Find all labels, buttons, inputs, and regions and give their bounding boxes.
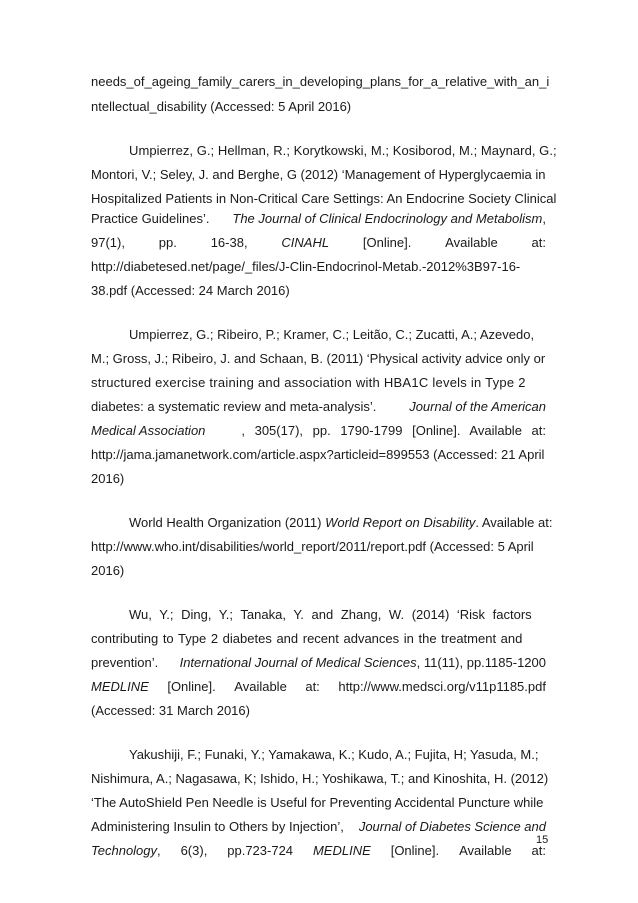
reference-line: Umpierrez, G.; Ribeiro, P.; Kramer, C.; Leitão, C.; Zucatti, A.; Azevedo, xyxy=(129,327,535,342)
reference-line: M.; Gross, J.; Ribeiro, J. and Schaan, B. (2011) ‘Physical activity advice only or xyxy=(91,351,546,366)
journal-title: Journal of Diabetes Science and xyxy=(358,819,546,834)
journal-title: International Journal of Medical Sciences xyxy=(179,655,417,670)
reference-line: MEDLINE [Online]. Available at: http://www.medsci.org/v11p1185.pdf xyxy=(91,679,546,694)
database-name: CINAHL xyxy=(281,235,330,250)
reference-line: Umpierrez, G.; Hellman, R.; Korytkowski, M.; Kosiborod, M.; Maynard, G.; xyxy=(129,143,557,158)
reference-line: Montori, V.; Seley, J. and Berghe, G (2012) ‘Management of Hyperglycaemia in xyxy=(91,167,546,182)
reference-line: Yakushiji, F.; Funaki, Y.; Yamakawa, K.; Kudo, A.; Fujita, H; Yasuda, M.; xyxy=(129,747,539,762)
reference-line: Technology, 6(3), pp.723-724 MEDLINE [Online]. Available at: xyxy=(91,843,546,858)
page-number: 15 xyxy=(536,834,549,846)
reference-line: ‘The AutoShield Pen Needle is Useful for Preventing Accidental Puncture while xyxy=(91,795,544,810)
journal-title: The Journal of Clinical Endocrinology and Metabolism, xyxy=(232,211,546,226)
reference-line: Wu, Y.; Ding, Y.; Tanaka, Y. and Zhang, W. (2014) ‘Risk factors xyxy=(129,607,532,622)
reference-line: structured exercise training and association with HBA1C levels in Type 2 xyxy=(91,375,526,390)
reference-line: World Health Organization (2011) World Report on Disability. Available at: xyxy=(129,515,553,530)
journal-title: Medical Association xyxy=(91,423,206,438)
reference-line: diabetes: a systematic review and meta-analysis’. Journal of the American xyxy=(91,399,546,414)
reference-line: Nishimura, A.; Nagasawa, K; Ishido, H.; Yoshikawa, T.; and Kinoshita, H. (2012) xyxy=(91,771,549,786)
reference-line: 2016) xyxy=(91,471,125,486)
reference-line xyxy=(91,211,546,227)
reference-line: Administering Insulin to Others by Injection’, Journal of Diabetes Science and xyxy=(91,819,546,834)
reference-text: Practice Guidelines’. xyxy=(91,211,210,226)
reference-line: contributing to Type 2 diabetes and recent advances in the treatment and xyxy=(91,631,523,646)
reference-line: 2016) xyxy=(91,563,125,578)
database-name: MEDLINE xyxy=(91,679,149,694)
journal-title: Journal of the American xyxy=(409,399,546,414)
reference-url[interactable]: http://www.who.int/disabilities/world_report/2011/report.pdf (Accessed: 5 April xyxy=(91,539,534,554)
reference-line: 97(1), pp. 16-38, CINAHL [Online]. Available at: xyxy=(91,235,546,250)
reference-line: (Accessed: 31 March 2016) xyxy=(91,703,250,718)
reference-url[interactable]: http://diabetesed.net/page/_files/J-Clin-Endocrinol-Metab.-2012%3B97-16- xyxy=(91,259,521,274)
reference-line: prevention’. International Journal of Medical Sciences, 11(11), pp.1185-1200 xyxy=(91,655,546,670)
reference-line: Medical Association , 305(17), pp. 1790-1799 [Online]. Available at: xyxy=(91,423,546,438)
reference-line: 38.pdf (Accessed: 24 March 2016) xyxy=(91,283,290,298)
reference-line: Hospitalized Patients in Non-Critical Care Settings: An Endocrine Society Clinical xyxy=(91,191,557,206)
report-title: World Report on Disability xyxy=(325,515,476,530)
database-name: MEDLINE xyxy=(312,843,371,858)
reference-url[interactable]: http://jama.jamanetwork.com/article.aspx?articleid=899553 (Accessed: 21 April xyxy=(91,447,545,462)
reference-url[interactable]: http://www.medsci.org/v11p1185.pdf xyxy=(338,679,546,694)
journal-title: Technology xyxy=(91,843,158,858)
reference-line: ntellectual_disability (Accessed: 5 April 2016) xyxy=(91,99,352,114)
reference-line: needs_of_ageing_family_carers_in_developing_plans_for_a_relative_with_an_i xyxy=(91,74,550,89)
